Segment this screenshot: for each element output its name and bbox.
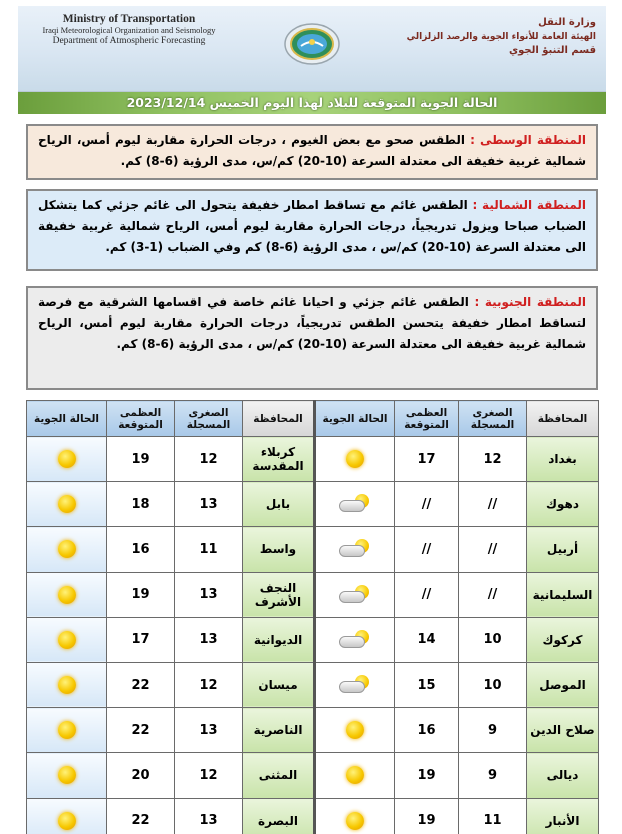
sun-icon — [346, 812, 364, 830]
col-province: المحافظة — [243, 401, 315, 437]
condition-cell — [315, 437, 395, 482]
province-cell: المثنى — [243, 753, 315, 798]
table-header-row — [27, 401, 599, 437]
max-temp-cell: 19 — [107, 437, 175, 482]
condition-cell — [27, 798, 107, 834]
max-temp-cell: 18 — [107, 482, 175, 527]
province-cell: الديوانية — [243, 617, 315, 662]
min-temp-cell: 13 — [175, 617, 243, 662]
sun-icon — [58, 450, 76, 468]
condition-cell — [315, 572, 395, 617]
region-name: المنطقة الجنوبية : — [474, 295, 586, 309]
sun-icon — [346, 450, 364, 468]
condition-cell — [27, 617, 107, 662]
sun-icon — [58, 766, 76, 784]
department-name-en: Department of Atmospheric Forecasting — [52, 36, 206, 46]
province-cell: أربيل — [527, 527, 599, 572]
sun-icon — [58, 495, 76, 513]
sun-icon — [58, 540, 76, 558]
organization-name-en: Iraqi Meteorological Organization and Seismology — [42, 25, 216, 35]
province-cell: بغداد — [527, 437, 599, 482]
header-banner — [18, 6, 606, 92]
province-cell: بابل — [243, 482, 315, 527]
max-temp-cell: 19 — [395, 798, 459, 834]
condition-cell — [315, 753, 395, 798]
region-name: المنطقة الشمالية : — [472, 198, 586, 212]
max-temp-cell: // — [395, 527, 459, 572]
min-temp-cell: 13 — [175, 798, 243, 834]
table-row — [27, 662, 599, 707]
min-temp-cell: 12 — [175, 437, 243, 482]
province-cell: ديالى — [527, 753, 599, 798]
region-central — [26, 124, 598, 180]
sun-icon — [346, 721, 364, 739]
condition-cell — [27, 482, 107, 527]
max-temp-cell: // — [395, 572, 459, 617]
province-cell: الناصرية — [243, 708, 315, 753]
partly-cloudy-icon — [339, 494, 371, 514]
max-temp-cell: 15 — [395, 662, 459, 707]
max-temp-cell: 20 — [107, 753, 175, 798]
min-temp-cell: 12 — [175, 753, 243, 798]
province-cell: كركوك — [527, 617, 599, 662]
condition-cell — [27, 753, 107, 798]
header-english — [24, 14, 234, 47]
condition-cell — [315, 527, 395, 572]
province-cell: دهوك — [527, 482, 599, 527]
province-cell: النجف الأشرف — [243, 572, 315, 617]
region-text: الطقس صحو مع بعض الغيوم ، درجات الحرارة مقاربة ليوم أمس، الرياح شمالية غربية خفيفة الى معتدلة السرعة (10-20) كم/س، مدى الرؤية (6-8) كم. — [38, 133, 586, 168]
ministry-name-ar: وزارة النقل — [538, 17, 596, 28]
min-temp-cell: 13 — [175, 708, 243, 753]
condition-cell — [27, 708, 107, 753]
department-name-ar: قسم التنبؤ الجوي — [508, 45, 596, 56]
forecast-page — [18, 6, 606, 829]
province-cell: واسط — [243, 527, 315, 572]
max-temp-cell: 16 — [395, 708, 459, 753]
condition-cell — [27, 437, 107, 482]
min-temp-cell: 10 — [459, 662, 527, 707]
min-temp-cell: 11 — [175, 527, 243, 572]
min-temp-cell: // — [459, 572, 527, 617]
min-temp-cell: 12 — [175, 662, 243, 707]
min-temp-cell: 11 — [459, 798, 527, 834]
max-temp-cell: 16 — [107, 527, 175, 572]
table-body — [27, 437, 599, 834]
condition-cell — [27, 527, 107, 572]
condition-cell — [315, 482, 395, 527]
table-row — [27, 572, 599, 617]
max-temp-cell: 19 — [107, 572, 175, 617]
partly-cloudy-icon — [339, 630, 371, 650]
min-temp-cell: 13 — [175, 482, 243, 527]
province-cell: صلاح الدين — [527, 708, 599, 753]
min-temp-cell: 9 — [459, 753, 527, 798]
col-condition: الحالة الجوية — [27, 401, 107, 437]
sun-icon — [58, 586, 76, 604]
forecast-table — [26, 400, 599, 834]
col-max: العظمى المتوقعة — [395, 401, 459, 437]
col-condition: الحالة الجوية — [315, 401, 395, 437]
min-temp-cell: // — [459, 482, 527, 527]
region-north — [26, 189, 598, 271]
condition-cell — [27, 662, 107, 707]
max-temp-cell: // — [395, 482, 459, 527]
sun-icon — [346, 766, 364, 784]
col-min: الصغرى المسجلة — [459, 401, 527, 437]
sun-icon — [58, 812, 76, 830]
ministry-name-en: Ministry of Transportation — [62, 13, 196, 25]
partly-cloudy-icon — [339, 675, 371, 695]
province-cell: الموصل — [527, 662, 599, 707]
col-province: المحافظة — [527, 401, 599, 437]
col-max: العظمى المتوقعة — [107, 401, 175, 437]
max-temp-cell: 17 — [395, 437, 459, 482]
condition-cell — [27, 572, 107, 617]
table-row — [27, 437, 599, 482]
region-text: الطقس غائم مع تساقط امطار خفيفة يتحول الى غائم جزئي كما يتشكل الضباب صباحا ويزول تدريجياً، درجات الحرارة مقاربة ليوم أمس، الرياح شمالية غربية خفيفة الى معتدلة السرعة (10-20) كم/س ، مدى الرؤية (6-8) كم وفي الضباب (1-3) كم. — [38, 198, 586, 254]
table-row — [27, 617, 599, 662]
min-temp-cell: 10 — [459, 617, 527, 662]
max-temp-cell: 14 — [395, 617, 459, 662]
page-title: الحالة الجوية المتوقعة للبلاد لهذا اليوم الخميس 2023/12/14 — [18, 92, 606, 114]
province-cell: كربلاء المقدسة — [243, 437, 315, 482]
province-cell: البصرة — [243, 798, 315, 834]
region-south — [26, 286, 598, 390]
table-row — [27, 527, 599, 572]
table-row — [27, 708, 599, 753]
organization-logo-icon — [283, 22, 341, 66]
max-temp-cell: 22 — [107, 662, 175, 707]
province-cell: ميسان — [243, 662, 315, 707]
organization-name-ar: الهيئة العامة للأنواء الجوية والرصد الزلزالي — [406, 32, 596, 42]
sun-icon — [58, 676, 76, 694]
condition-cell — [315, 662, 395, 707]
province-cell: السليمانية — [527, 572, 599, 617]
table-row — [27, 798, 599, 834]
province-cell: الأنبار — [527, 798, 599, 834]
max-temp-cell: 19 — [395, 753, 459, 798]
min-temp-cell: // — [459, 527, 527, 572]
partly-cloudy-icon — [339, 539, 371, 559]
table-row — [27, 753, 599, 798]
condition-cell — [315, 617, 395, 662]
region-text: الطقس غائم جزئي و احيانا غائم خاصة في اقسامها الشرقية مع فرصة لتساقط امطار خفيفة يتحسن الطقس تدريجياً، درجات الحرارة مقاربة ليوم أمس، الرياح شمالية غربية خفيفة الى معتدلة السرعة (10-20) كم/س ، مدى الرؤية (6-8) كم. — [38, 295, 586, 351]
header-arabic — [396, 16, 596, 58]
max-temp-cell: 17 — [107, 617, 175, 662]
condition-cell — [315, 798, 395, 834]
table-row — [27, 482, 599, 527]
max-temp-cell: 22 — [107, 798, 175, 834]
condition-cell — [315, 708, 395, 753]
sun-icon — [58, 631, 76, 649]
col-min: الصغرى المسجلة — [175, 401, 243, 437]
min-temp-cell: 9 — [459, 708, 527, 753]
partly-cloudy-icon — [339, 585, 371, 605]
region-name: المنطقة الوسطى : — [470, 133, 587, 147]
max-temp-cell: 22 — [107, 708, 175, 753]
sun-icon — [58, 721, 76, 739]
min-temp-cell: 13 — [175, 572, 243, 617]
min-temp-cell: 12 — [459, 437, 527, 482]
